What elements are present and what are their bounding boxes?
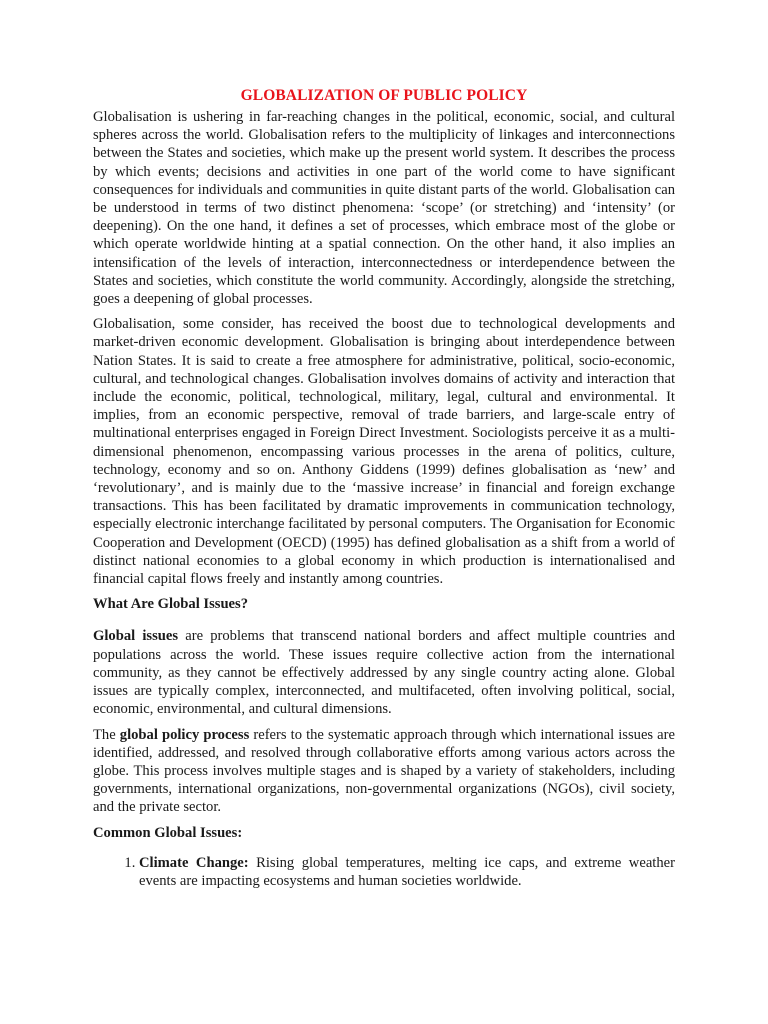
paragraph-global-policy-process [93,726,675,817]
global-issues-text: are problems that transcend national borders and affect multiple countries and populations across the world. These issues require collective action from the international community, as they cannot be effectively addressed by any single country acting alone. Global issues are typically complex, interconnected, and multifaceted, often involving political, social, economic, environmental, and cultural dimensions. [93,628,675,718]
list-item [139,854,675,890]
policy-intro-text: The [93,726,120,743]
global-policy-process-term: global policy process [119,726,250,743]
common-issues-list [93,854,675,890]
heading-what-are-global-issues: What Are Global Issues? [93,596,249,613]
policy-process-text: refers to the systematic approach through which international issues are identified, addressed, and resolved through collaborative efforts among various actors across the globe. This process involves multiple stages and is shaped by a variety of stakeholders, including governments, international organizations, non-governmental organizations (NGOs), civil society, and the private sector. [93,726,675,816]
issue-term: Climate Change: [139,854,249,871]
paragraph-globalisation-boost: Globalisation, some consider, has received the boost due to technological developments and market-driven economic development. Globalisation is bringing about interdependence between Nation States. It is said to create a free atmosphere for administrative, political, socio-economic, cultural, and technological changes. Globalisation involves domains of activity and interaction that include the economic, political, technological, military, legal, cultural and environmental. It implies, from an economic perspective, removal of trade barriers, and large-scale entry of multinational enterprises engaged in Foreign Direct Investment. Sociologists perceive it as a multi-dimensional phenomenon, encompassing various processes in the arena of politics, culture, technology, economy and so on. Anthony Giddens (1999) defines globalisation as ‘new’ and ‘revolutionary’, and is mainly due to the ‘massive increase’ in financial and foreign exchange transactions. This has been facilitated by dramatic improvements in communication technology, especially electronic interchange facilitated by personal computers. The Organisation for Economic Cooperation and Development (OECD) (1995) has defined globalisation as a shift from a world of distinct national economies to a global economy in which production is internationalised and financial capital flows freely and instantly among countries. [93,316,675,588]
paragraph-globalisation-definition: Globalisation is ushering in far-reaching changes in the political, economic, social, and cultural spheres across the world. Globalisation refers to the multiplicity of linkages and interconnections between the States and societies, which make up the present world system. It describes the process by which events; decisions and activities in one part of the world come to have significant consequences for individuals and communities in quite distant parts of the world. Globalisation can be understood in terms of two distinct phenomena: ‘scope’ (or stretching) and ‘intensity’ (or deepening). On the one hand, it defines a set of processes, which embrace most of the globe or which operate worldwide hinting at a spatial connection. On the other hand, it also implies an intensification of the levels of interaction, interconnectedness or interdependence between the States and societies, which constitute the world community. Accordingly, alongside the stretching, goes a deepening of global processes. [93,109,675,308]
heading-common-global-issues: Common Global Issues: [93,824,243,841]
paragraph-global-issues [93,627,675,718]
issue-text: Rising global temperatures, melting ice caps, and extreme weather events are impacting ecosystems and human societies worldwide. [139,854,675,889]
global-issues-term: Global issues [93,628,179,645]
document-title: GLOBALIZATION OF PUBLIC POLICY [240,87,528,104]
